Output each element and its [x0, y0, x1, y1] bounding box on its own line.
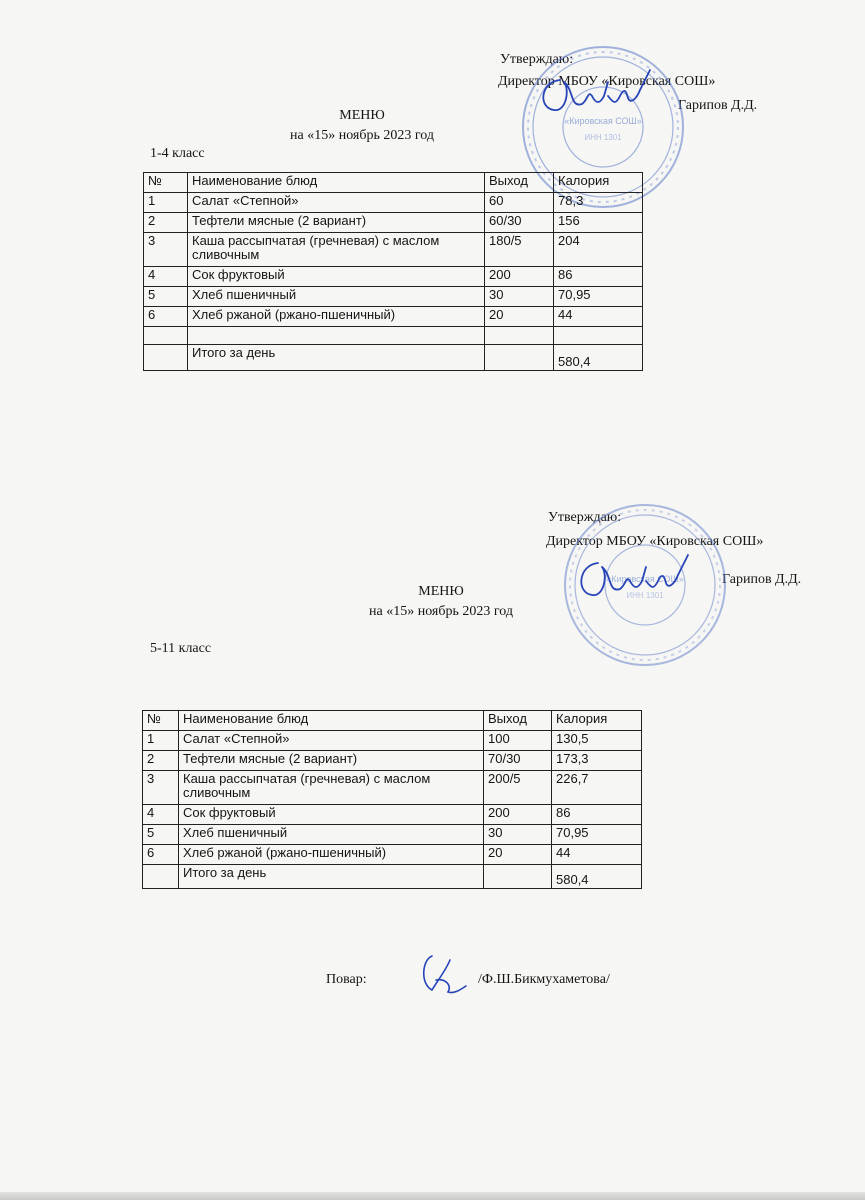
menu2-grade: 5-11 класс	[150, 641, 212, 656]
row-calories: 156	[554, 213, 643, 233]
header-yield: Выход	[484, 711, 552, 731]
approval-top-line1: Утверждаю:	[500, 52, 574, 67]
svg-text:ИНН 1301: ИНН 1301	[584, 133, 622, 142]
row-calories: 70,95	[554, 287, 643, 307]
menu1-title: МЕНЮ	[339, 108, 385, 123]
director-signature-top	[530, 60, 660, 120]
header-name: Наименование блюд	[179, 711, 484, 731]
table-total-row	[144, 345, 643, 371]
svg-text:«Кировская СОШ»: «Кировская СОШ»	[606, 574, 684, 584]
row-name: Хлеб ржаной (ржано-пшеничный)	[179, 845, 484, 865]
row-yield: 20	[484, 845, 552, 865]
row-name: Тефтели мясные (2 вариант)	[188, 213, 485, 233]
row-num: 2	[144, 213, 188, 233]
row-calories: 204	[554, 233, 643, 267]
row-yield: 200	[485, 267, 554, 287]
header-calories: Калория	[554, 173, 643, 193]
row-calories: 44	[552, 845, 642, 865]
row-name: Каша рассыпчатая (гречневая) с маслом сливочным	[179, 771, 484, 805]
approval-bottom-line3: Гарипов Д.Д.	[722, 572, 802, 587]
row-name: Сок фруктовый	[179, 805, 484, 825]
row-name: Хлеб пшеничный	[188, 287, 485, 307]
row-yield: 200	[484, 805, 552, 825]
row-num: 5	[144, 287, 188, 307]
row-name: Хлеб пшеничный	[179, 825, 484, 845]
menu1-date: на «15» ноябрь 2023 год	[290, 128, 434, 143]
cook-label: Повар:	[326, 972, 367, 987]
table-header-row	[143, 711, 642, 731]
row-num: 5	[143, 825, 179, 845]
row-name: Салат «Степной»	[188, 193, 485, 213]
table-total-row	[143, 865, 642, 889]
row-yield: 60	[485, 193, 554, 213]
svg-text:ИНН 1301: ИНН 1301	[626, 591, 664, 600]
menu2-table	[142, 710, 642, 889]
row-num: 6	[144, 307, 188, 327]
row-name: Каша рассыпчатая (гречневая) с маслом сливочным	[188, 233, 485, 267]
svg-text:«Кировская СОШ»: «Кировская СОШ»	[564, 116, 642, 126]
table-header-row	[144, 173, 643, 193]
row-yield: 100	[484, 731, 552, 751]
header-num: №	[144, 173, 188, 193]
row-num: 2	[143, 751, 179, 771]
table-row	[143, 751, 642, 771]
row-num: 6	[143, 845, 179, 865]
table-row	[143, 845, 642, 865]
approval-bottom-line1: Утверждаю:	[548, 510, 622, 525]
row-num: 4	[144, 267, 188, 287]
row-num: 4	[143, 805, 179, 825]
table-row	[144, 287, 643, 307]
row-calories: 78,3	[554, 193, 643, 213]
menu2-date: на «15» ноябрь 2023 год	[369, 604, 513, 619]
header-yield: Выход	[485, 173, 554, 193]
header-num: №	[143, 711, 179, 731]
row-calories: 226,7	[552, 771, 642, 805]
row-calories: 130,5	[552, 731, 642, 751]
row-calories: 44	[554, 307, 643, 327]
total-label: Итого за день	[188, 345, 485, 371]
table-row	[143, 825, 642, 845]
row-yield: 200/5	[484, 771, 552, 805]
menu2-title: МЕНЮ	[418, 584, 464, 599]
table-row	[143, 805, 642, 825]
header-name: Наименование блюд	[188, 173, 485, 193]
row-num: 1	[144, 193, 188, 213]
row-name: Сок фруктовый	[188, 267, 485, 287]
table-row-empty	[144, 327, 643, 345]
header-calories: Калория	[552, 711, 642, 731]
cook-name: /Ф.Ш.Бикмухаметова/	[478, 972, 610, 987]
row-yield: 70/30	[484, 751, 552, 771]
table-row	[144, 213, 643, 233]
table-row	[144, 193, 643, 213]
total-value: 580,4	[552, 865, 642, 889]
total-value: 580,4	[554, 345, 643, 371]
table-row	[143, 771, 642, 805]
page-edge	[0, 1192, 865, 1200]
approval-top-line3: Гарипов Д.Д.	[678, 98, 758, 113]
total-label: Итого за день	[179, 865, 484, 889]
table-row	[143, 731, 642, 751]
row-num: 3	[144, 233, 188, 267]
row-yield: 20	[485, 307, 554, 327]
row-yield: 180/5	[485, 233, 554, 267]
director-signature-bottom	[568, 545, 698, 605]
row-num: 1	[143, 731, 179, 751]
row-num: 3	[143, 771, 179, 805]
table-row	[144, 307, 643, 327]
row-calories: 86	[554, 267, 643, 287]
table-row	[144, 267, 643, 287]
row-calories: 86	[552, 805, 642, 825]
row-calories: 173,3	[552, 751, 642, 771]
menu1-grade: 1-4 класс	[150, 146, 205, 161]
approval-bottom-line2: Директор МБОУ «Кировская СОШ»	[546, 534, 764, 549]
cook-signature	[410, 950, 470, 1000]
row-name: Тефтели мясные (2 вариант)	[179, 751, 484, 771]
table-row	[144, 233, 643, 267]
approval-top-line2: Директор МБОУ «Кировская СОШ»	[498, 74, 716, 89]
row-yield: 30	[485, 287, 554, 307]
row-name: Хлеб ржаной (ржано-пшеничный)	[188, 307, 485, 327]
row-calories: 70,95	[552, 825, 642, 845]
row-yield: 30	[484, 825, 552, 845]
row-name: Салат «Степной»	[179, 731, 484, 751]
menu1-table	[143, 172, 643, 371]
row-yield: 60/30	[485, 213, 554, 233]
